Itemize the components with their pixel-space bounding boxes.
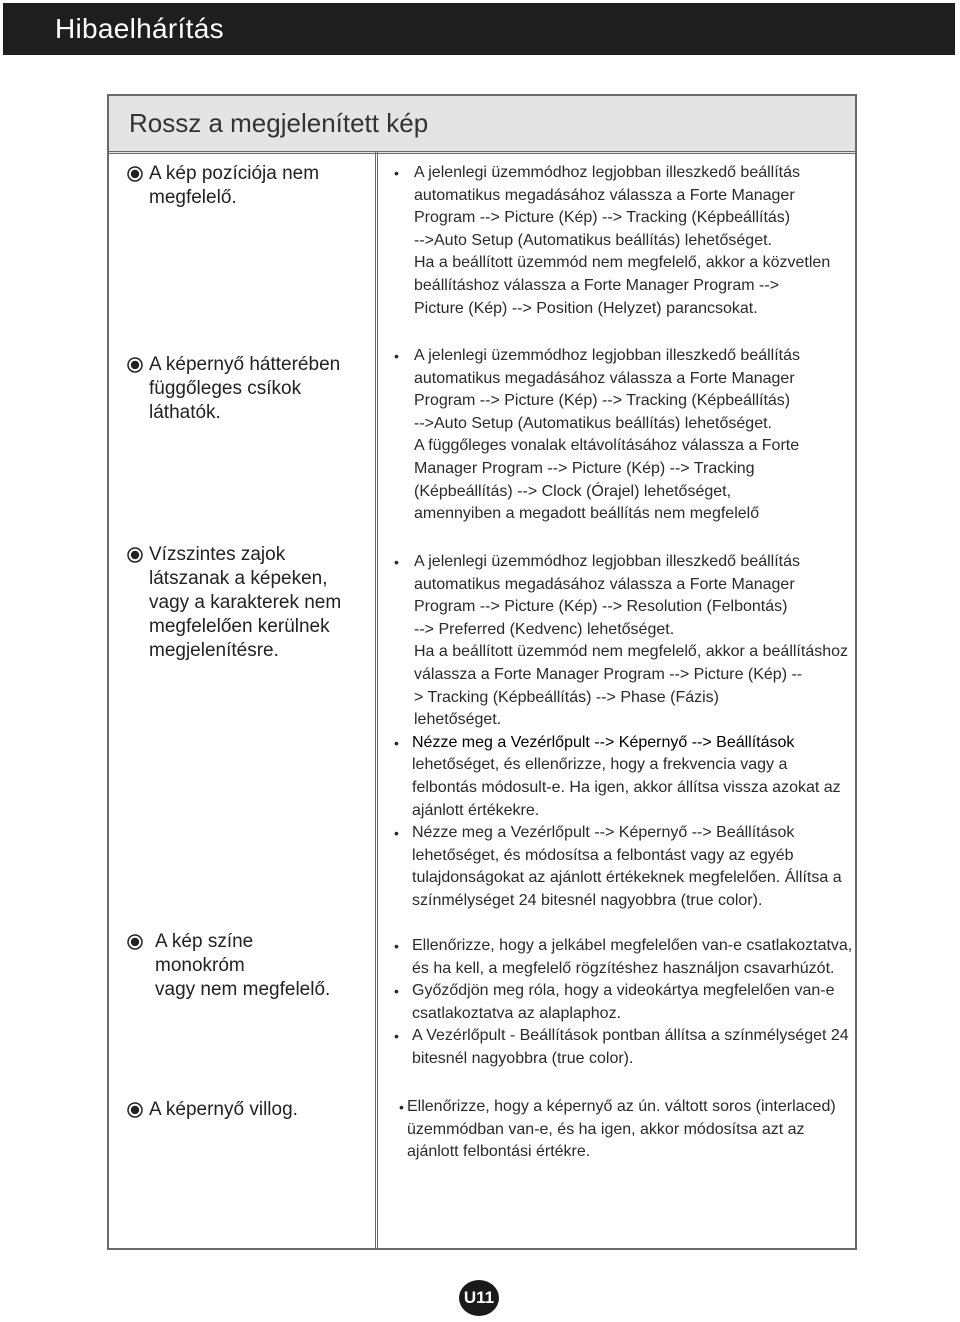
solution-line: felbontás módosult-e. Ha igen, akkor állítsa vissza azokat az [412, 778, 841, 796]
column-divider [375, 151, 378, 1248]
solution-line: Nézze meg a Vezérlőpult --> Képernyő --> Beállítások [412, 824, 795, 842]
symptom-image-position [127, 162, 347, 210]
solutions-horizontal-noise [394, 551, 849, 913]
symptom-vertical-stripes [127, 353, 347, 425]
solution-line: lehetőséget, és ellenőrizze, hogy a frekvencia vagy a [412, 756, 788, 774]
solution-item [394, 162, 839, 320]
solution-line: ajánlott értékekre. [412, 801, 540, 819]
solution-line: -->Auto Setup (Automatikus beállítás) lehetőséget. [414, 414, 772, 432]
solution-line: amennyiben a megadott beállítás nem megfelelő [414, 505, 760, 523]
symptom-monochrome [127, 930, 347, 1002]
radio-dot-icon [127, 357, 143, 373]
symptom-horizontal-noise [127, 543, 347, 663]
solution-line: Ha a beállított üzemmód nem megfelelő, akkor a közvetlen [414, 254, 831, 272]
solution-item [394, 935, 853, 980]
symptom-line: A kép színe monokróm [155, 931, 254, 976]
solution-line: Ellenőrizze, hogy a képernyő az ún. váltott soros (interlaced) [407, 1098, 836, 1115]
symptom-line: vagy a karakterek nem [149, 592, 342, 613]
solution-line: A jelenlegi üzemmódhoz legjobban illeszkedő beállítás [414, 553, 801, 570]
solution-line: --> Preferred (Kedvenc) lehetőséget. [414, 620, 675, 638]
solution-item [394, 980, 839, 1025]
section-header [109, 96, 855, 154]
page-number-badge: U11 [459, 1280, 499, 1316]
solution-line: Győződjön meg róla, hogy a videokártya megfelelően van-e [412, 982, 835, 1000]
radio-dot-icon [127, 547, 143, 563]
bullet-dot-icon: • [394, 734, 399, 751]
bullet-dot-icon: • [399, 1099, 404, 1115]
radio-dot-icon [127, 166, 143, 182]
solution-line: és ha kell, a megfelelő rögzítéshez használjon csavarhúzót. [412, 959, 835, 977]
troubleshooting-table [107, 94, 857, 1250]
solution-line: színmélységet 24 bitesnél nagyobbra (true color). [412, 891, 763, 909]
solution-line: A jelenlegi üzemmódhoz legjobban illeszkedő beállítás [414, 347, 801, 364]
solution-line: Program --> Picture (Kép) --> Tracking (Képbeállítás) [414, 392, 791, 410]
symptom-line: megfelelő. [149, 187, 237, 208]
bullet-dot-icon: • [394, 165, 399, 181]
bullet-dot-icon: • [394, 554, 399, 570]
solutions-flicker [399, 1096, 844, 1164]
symptom-line: megfelelően kerülnek [149, 616, 330, 637]
solution-line: Picture (Kép) --> Position (Helyzet) parancsokat. [414, 299, 758, 317]
solution-line: válassza a Forte Manager Program --> Picture (Kép) -- [414, 665, 803, 683]
symptom-line: Vízszintes zajok [149, 544, 286, 565]
solution-line: Nézze meg a Vezérlőpult --> Képernyő --> Beállítások [412, 733, 795, 751]
solution-line: csatlakoztatva az alaplaphoz. [412, 1004, 622, 1022]
solution-line: üzemmódban van-e, és ha igen, akkor módosítsa azt az [407, 1120, 805, 1138]
symptom-flicker [127, 1098, 347, 1122]
solution-line: A Vezérlőpult - Beállítások pontban állítsa a színmélységet 24 [412, 1027, 849, 1045]
solution-line: Program --> Picture (Kép) --> Resolution (Felbontás) [414, 598, 788, 616]
page-title: Hibaelhárítás [55, 13, 224, 44]
solution-item [394, 1025, 849, 1070]
solution-line: Ha a beállított üzemmód nem megfelelő, akkor a beállításhoz [414, 643, 849, 661]
solutions-image-position [394, 162, 839, 320]
symptom-line: megjelenítésre. [149, 640, 279, 661]
symptom-line: A kép pozíciója nem [149, 163, 320, 184]
solution-line: automatikus megadásához válassza a Forte Manager [414, 369, 795, 387]
solution-line: lehetőséget, és módosítsa a felbontást vagy az egyéb [412, 846, 794, 864]
solution-line: automatikus megadásához válassza a Forte Manager [414, 575, 795, 593]
solution-line: A függőleges vonalak eltávolításához válassza a Forte [414, 437, 800, 455]
solution-item [394, 732, 839, 822]
solution-line: Ellenőrizze, hogy a jelkábel megfelelően van-e csatlakoztatva, [412, 937, 853, 954]
bullet-dot-icon: • [394, 983, 399, 1000]
solution-item [394, 822, 842, 912]
radio-dot-icon [127, 1102, 143, 1118]
solution-line: automatikus megadásához válassza a Forte Manager [414, 186, 795, 204]
page-header [3, 3, 955, 55]
solution-line: bitesnél nagyobbra (true color). [412, 1049, 634, 1067]
solution-line: lehetőséget. [414, 711, 502, 729]
solution-line: A jelenlegi üzemmódhoz legjobban illeszkedő beállítás [414, 164, 801, 181]
section-title: Rossz a megjelenített kép [129, 108, 429, 138]
solutions-vertical-stripes [394, 345, 839, 526]
symptom-line: A képernyő hátterében [149, 354, 341, 375]
symptom-line: A képernyő villog. [149, 1099, 298, 1120]
solutions-monochrome [394, 935, 853, 1071]
solution-line: Program --> Picture (Kép) --> Tracking (Képbeállítás) [414, 209, 791, 227]
bullet-dot-icon: • [394, 1028, 399, 1045]
symptom-line: látszanak a képeken, [149, 568, 328, 589]
solution-item [399, 1096, 844, 1164]
solution-line: ajánlott felbontási értékre. [407, 1143, 591, 1161]
bullet-dot-icon: • [394, 825, 399, 842]
solution-line: beállításhoz válassza a Forte Manager Program --> [414, 276, 780, 294]
symptom-line: vagy nem megfelelő. [155, 979, 331, 1000]
solution-line: > Tracking (Képbeállítás) --> Phase (Fázis) [414, 688, 720, 706]
bullet-dot-icon: • [394, 938, 399, 954]
solution-line: Manager Program --> Picture (Kép) --> Tracking [414, 459, 755, 477]
symptom-line: láthatók. [149, 402, 221, 423]
solution-item [394, 551, 849, 732]
symptom-line: függőleges csíkok [149, 378, 302, 399]
solution-item [394, 345, 839, 526]
solution-line: (Képbeállítás) --> Clock (Órajel) lehetőséget, [414, 482, 732, 500]
radio-dot-icon [127, 934, 143, 950]
bullet-dot-icon: • [394, 348, 399, 364]
solution-line: -->Auto Setup (Automatikus beállítás) lehetőséget. [414, 231, 772, 249]
solution-line: tulajdonságokat az ajánlott értékeknek megfelelően. Állítsa a [412, 869, 842, 887]
